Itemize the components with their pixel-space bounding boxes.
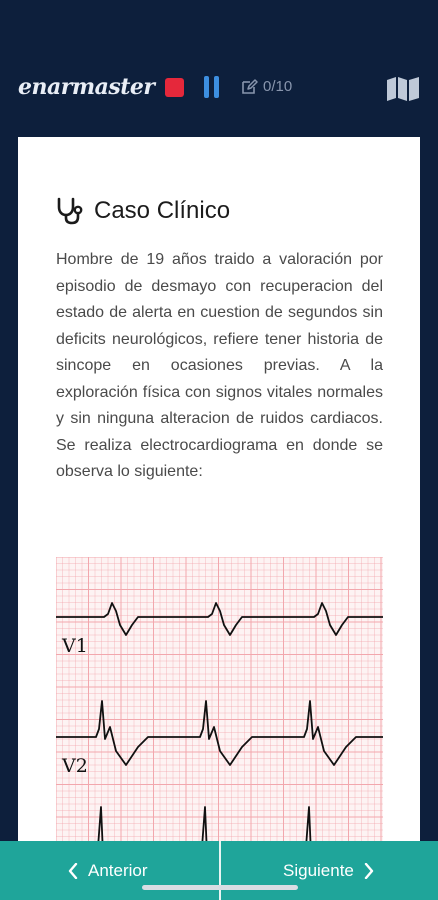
bottom-navigation <box>0 841 438 900</box>
top-bar <box>0 70 438 110</box>
previous-button[interactable] <box>68 841 148 900</box>
chevron-left-icon <box>68 863 78 879</box>
pause-icon-bar <box>214 76 219 98</box>
previous-label: Anterior <box>88 860 148 880</box>
brand-logo: enarmaster <box>18 74 155 100</box>
progress-count: 0/10 <box>263 78 293 95</box>
ecg-lead-label: V2 <box>62 755 88 777</box>
nav-divider <box>219 841 221 900</box>
case-title <box>56 197 230 225</box>
case-title-text: Caso Clínico <box>94 197 231 224</box>
question-progress <box>241 78 292 95</box>
home-indicator <box>142 885 298 890</box>
map-icon[interactable] <box>386 76 420 102</box>
ecg-lead-label: V1 <box>62 635 88 657</box>
case-description: Hombre de 19 años traido a valoración por episodio de desmayo con recuperacion del estado de alerta en cuestion de segundos sin deficits neurológicos, refiere tener historia de sincope en ocasiones previas. A la exploración física con signos vitales normales y sin ninguna alteracion de ruidos cardiacos. Se realiza electrocardiograma en donde se observa lo siguiente: <box>56 251 383 480</box>
pause-button[interactable] <box>203 76 221 98</box>
next-button[interactable] <box>283 841 374 900</box>
chevron-right-icon <box>364 863 374 879</box>
stethoscope-icon <box>56 197 86 225</box>
case-card <box>18 137 420 900</box>
next-label: Siguiente <box>283 860 354 880</box>
edit-icon <box>241 78 258 95</box>
stop-button[interactable] <box>165 78 184 97</box>
pause-icon <box>204 76 209 98</box>
